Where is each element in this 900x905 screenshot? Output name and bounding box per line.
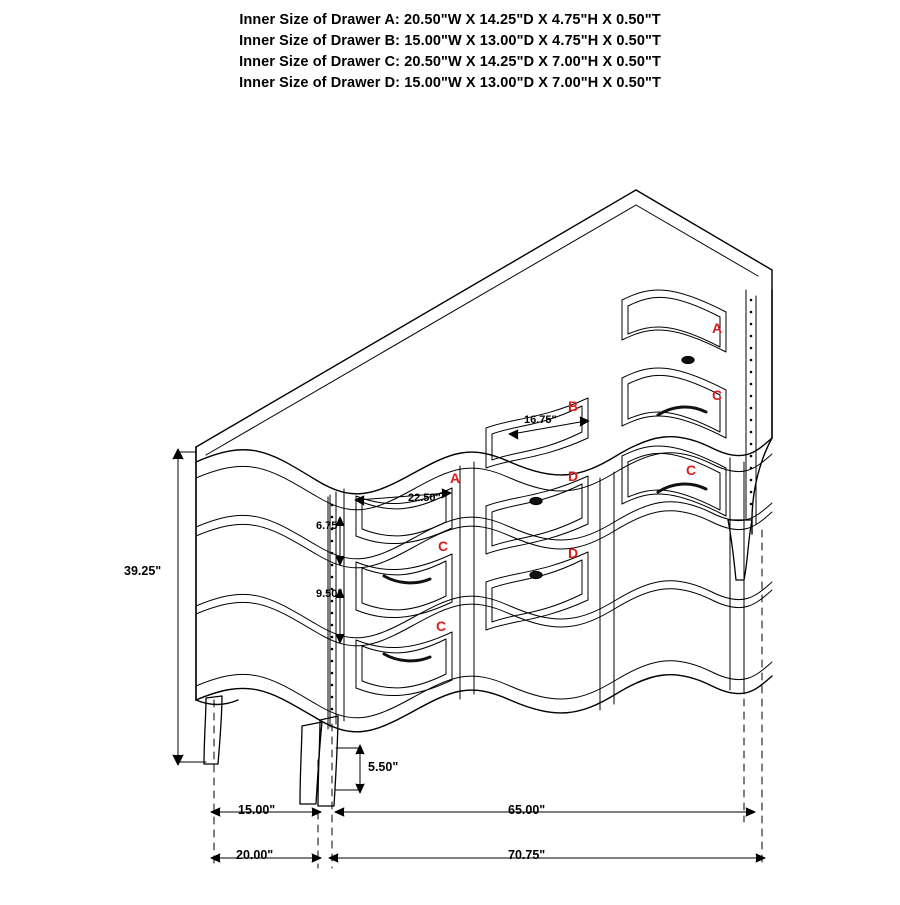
drawer-tag: C — [438, 538, 449, 554]
drawer-tag: A — [450, 470, 461, 486]
dimension-overall-height: 39.25" — [124, 564, 162, 578]
dimension-side-depth: 20.00" — [236, 848, 274, 862]
spec-line-d: Inner Size of Drawer D: 15.00"W X 13.00"D X 7.00"H X 0.50"T — [239, 75, 661, 91]
dimension-leg-height: 5.50" — [368, 760, 399, 774]
drawer-tag: D — [568, 545, 579, 561]
dimension-case-width: 65.00" — [508, 803, 546, 817]
spec-line-b: Inner Size of Drawer B: 15.00"W X 13.00"D X 4.75"H X 0.50"T — [239, 33, 661, 49]
dimension-drawer-b-width: 16.75" — [524, 414, 557, 426]
dimension-drawer-a-width: 22.50" — [408, 492, 441, 504]
drawer-tag: A — [712, 320, 723, 336]
drawer-tag: B — [568, 398, 579, 414]
spec-line-a: Inner Size of Drawer A: 20.50"W X 14.25"D X 4.75"H X 0.50"T — [239, 12, 661, 28]
drawer-tag: C — [712, 387, 723, 403]
dimension-drawer-c-height: 9.50" — [316, 588, 343, 600]
dimension-foot-span: 15.00" — [238, 803, 276, 817]
dimension-overall-width: 70.75" — [508, 848, 546, 862]
drawer-tag: C — [686, 462, 697, 478]
spec-line-c: Inner Size of Drawer C: 20.50"W X 14.25"D X 7.00"H X 0.50"T — [239, 54, 661, 70]
dimension-drawer-a-height: 6.75" — [316, 520, 343, 532]
drawer-tag: D — [568, 468, 579, 484]
drawer-tag: C — [436, 618, 447, 634]
